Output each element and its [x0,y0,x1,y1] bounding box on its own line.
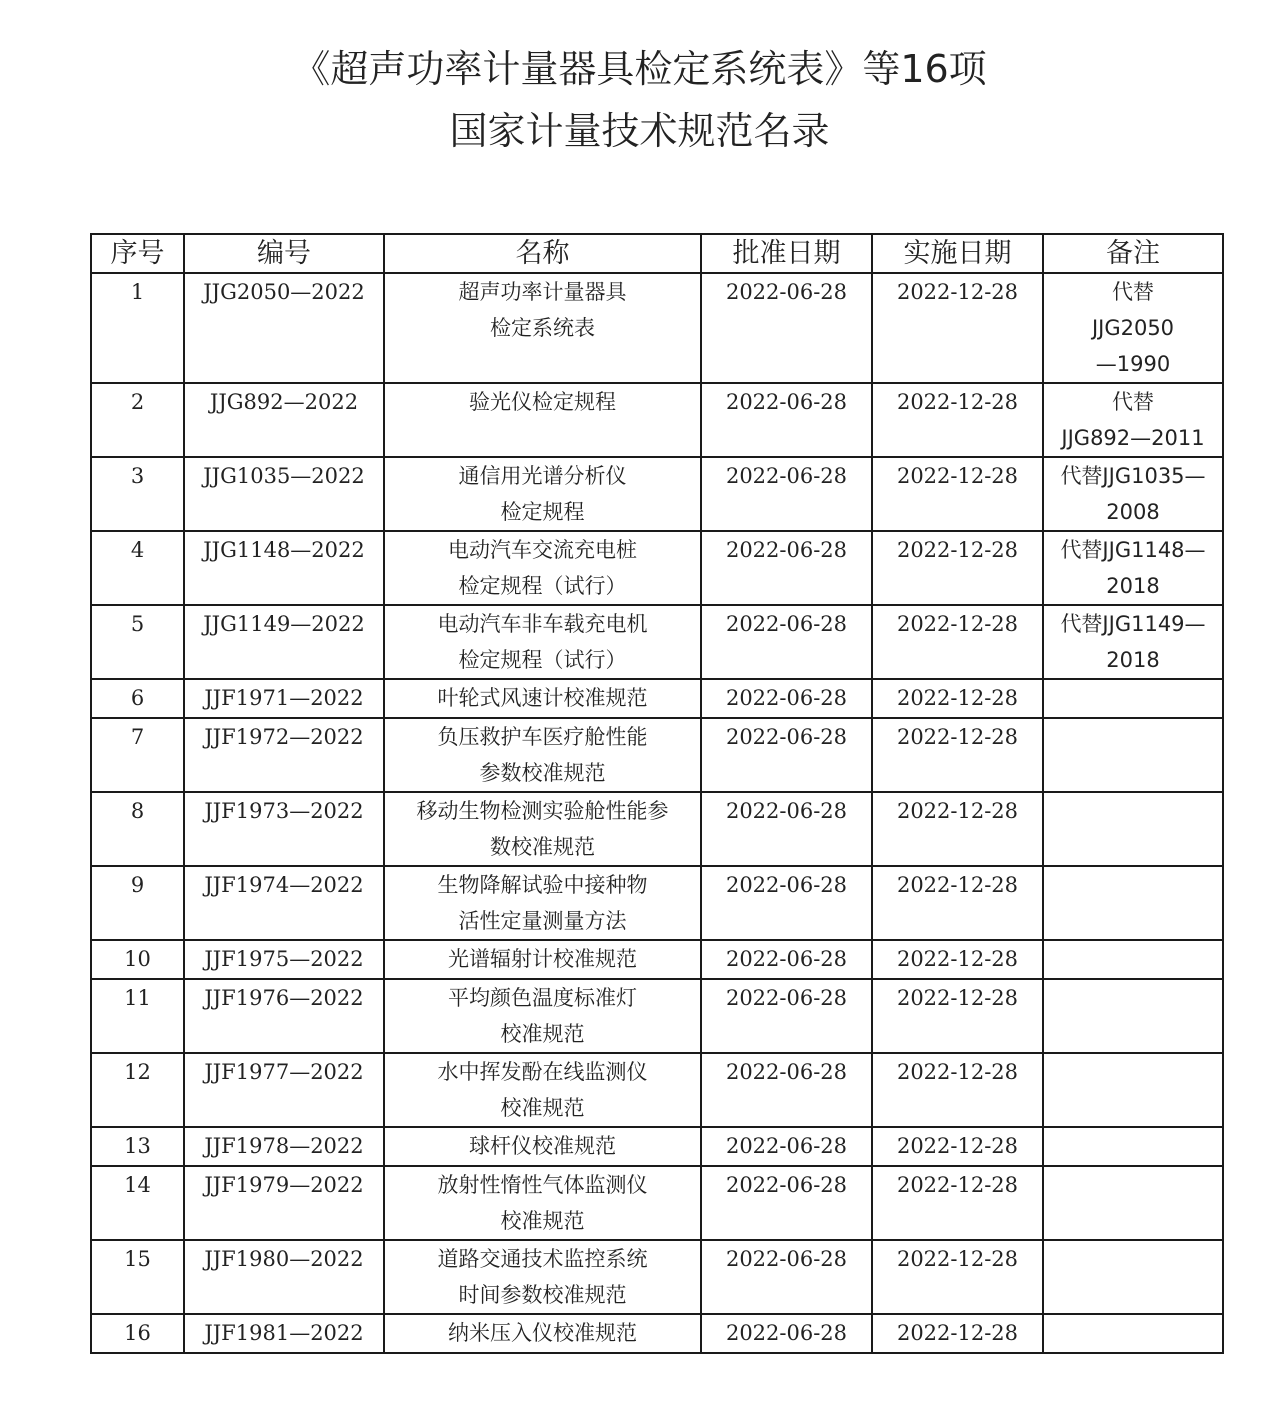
cell-name [384,866,701,940]
cell-code: JJG1149—2022 [184,605,384,679]
table-header-row [91,234,1223,273]
name-line: 超声功率计量器具 [458,280,627,304]
cell-code: JJG1148—2022 [184,531,384,605]
name-line: 平均颜色温度标准灯 [448,986,637,1010]
cell-name [384,1240,701,1314]
name-line: 放射性惰性气体监测仪 [437,1173,648,1197]
cell-remark [1043,1053,1223,1127]
name-line: 参数校准规范 [479,761,606,785]
table-row [91,457,1223,531]
name-line: 检定规程（试行） [458,574,627,598]
cell-remark [1043,979,1223,1053]
table-row [91,1127,1223,1166]
table-row [91,940,1223,979]
cell-serial: 12 [91,1053,184,1127]
table-row [91,866,1223,940]
cell-serial: 11 [91,979,184,1053]
cell-approval-date: 2022-06-28 [701,383,872,457]
cell-remark [1043,866,1223,940]
cell-remark [1043,1240,1223,1314]
cell-approval-date: 2022-06-28 [701,1314,872,1353]
cell-serial: 16 [91,1314,184,1353]
name-line: 校准规范 [500,1022,585,1046]
cell-approval-date: 2022-06-28 [701,679,872,718]
cell-effective-date: 2022-12-28 [872,605,1043,679]
cell-effective-date: 2022-12-28 [872,531,1043,605]
cell-serial: 8 [91,792,184,866]
remark-line: 代替JJG1148— [1060,538,1206,562]
remark-line: 代替JJG1035— [1060,464,1206,488]
name-line: 活性定量测量方法 [458,909,627,933]
table-row [91,792,1223,866]
cell-serial: 13 [91,1127,184,1166]
name-line: 纳米压入仪校准规范 [448,1321,637,1345]
cell-serial: 14 [91,1166,184,1240]
table-row [91,1166,1223,1240]
table-row [91,1314,1223,1353]
name-line: 校准规范 [500,1096,585,1120]
cell-name [384,718,701,792]
cell-remark [1043,457,1223,531]
cell-name [384,1053,701,1127]
remark-line: JJG2050 [1091,316,1175,340]
header-effective-date: 实施日期 [872,234,1043,273]
cell-approval-date: 2022-06-28 [701,457,872,531]
cell-remark [1043,383,1223,457]
cell-code: JJG1035—2022 [184,457,384,531]
name-line: 移动生物检测实验舱性能参 [416,799,669,823]
name-line: 电动汽车非车载充电机 [437,612,648,636]
cell-remark [1043,531,1223,605]
cell-effective-date: 2022-12-28 [872,1053,1043,1127]
name-line: 时间参数校准规范 [458,1283,627,1307]
cell-approval-date: 2022-06-28 [701,940,872,979]
cell-code: JJF1980—2022 [184,1240,384,1314]
cell-code: JJG2050—2022 [184,273,384,383]
cell-approval-date: 2022-06-28 [701,792,872,866]
name-line: 光谱辐射计校准规范 [448,947,637,971]
table-row [91,979,1223,1053]
remark-line: 代替 [1112,280,1154,304]
header-name: 名称 [384,234,701,273]
name-line: 通信用光谱分析仪 [458,464,627,488]
cell-name [384,531,701,605]
table-row [91,1240,1223,1314]
cell-approval-date: 2022-06-28 [701,273,872,383]
name-line: 道路交通技术监控系统 [437,1247,648,1271]
cell-remark [1043,940,1223,979]
cell-serial: 3 [91,457,184,531]
table-row [91,718,1223,792]
table-row [91,273,1223,383]
name-line: 检定规程 [500,500,585,524]
cell-effective-date: 2022-12-28 [872,1166,1043,1240]
remark-line: 2018 [1106,648,1160,672]
cell-name [384,1127,701,1166]
table-row [91,605,1223,679]
name-line: 校准规范 [500,1209,585,1233]
remark-line: 2018 [1106,574,1160,598]
cell-name [384,792,701,866]
cell-effective-date: 2022-12-28 [872,1127,1043,1166]
cell-effective-date: 2022-12-28 [872,457,1043,531]
remark-line: —1990 [1095,352,1171,376]
cell-effective-date: 2022-12-28 [872,979,1043,1053]
cell-serial: 6 [91,679,184,718]
cell-approval-date: 2022-06-28 [701,605,872,679]
remark-line: 2008 [1106,500,1160,524]
cell-code: JJG892—2022 [184,383,384,457]
cell-name [384,1166,701,1240]
cell-code: JJF1971—2022 [184,679,384,718]
cell-remark [1043,718,1223,792]
name-line: 生物降解试验中接种物 [437,873,648,897]
cell-effective-date: 2022-12-28 [872,273,1043,383]
cell-remark [1043,679,1223,718]
cell-approval-date: 2022-06-28 [701,531,872,605]
document-title: 《超声功率计量器具检定系统表》等16项 [292,47,987,91]
cell-effective-date: 2022-12-28 [872,1314,1043,1353]
cell-name [384,605,701,679]
cell-effective-date: 2022-12-28 [872,866,1043,940]
cell-remark [1043,1127,1223,1166]
cell-name [384,940,701,979]
cell-serial: 5 [91,605,184,679]
header-serial: 序号 [91,234,184,273]
cell-approval-date: 2022-06-28 [701,1127,872,1166]
name-line: 球杆仪校准规范 [469,1134,616,1158]
cell-name [384,273,701,383]
header-approval-date: 批准日期 [701,234,872,273]
cell-approval-date: 2022-06-28 [701,1240,872,1314]
cell-serial: 4 [91,531,184,605]
table-row [91,383,1223,457]
name-line: 数校准规范 [490,835,595,859]
name-line: 检定系统表 [490,316,595,340]
name-line: 电动汽车交流充电桩 [448,538,637,562]
header-remark: 备注 [1043,234,1223,273]
cell-effective-date: 2022-12-28 [872,1240,1043,1314]
cell-serial: 1 [91,273,184,383]
cell-approval-date: 2022-06-28 [701,866,872,940]
name-line: 检定规程（试行） [458,648,627,672]
cell-code: JJF1975—2022 [184,940,384,979]
table-row [91,531,1223,605]
cell-remark [1043,1166,1223,1240]
remark-line: JJG892—2011 [1061,426,1205,450]
cell-effective-date: 2022-12-28 [872,718,1043,792]
cell-name [384,383,701,457]
cell-serial: 10 [91,940,184,979]
cell-remark [1043,273,1223,383]
document-subtitle: 国家计量技术规范名录 [449,109,830,153]
table-row [91,679,1223,718]
standards-table [90,233,1224,1354]
cell-effective-date: 2022-12-28 [872,792,1043,866]
cell-approval-date: 2022-06-28 [701,718,872,792]
cell-approval-date: 2022-06-28 [701,1053,872,1127]
cell-code: JJF1976—2022 [184,979,384,1053]
cell-name [384,457,701,531]
cell-code: JJF1974—2022 [184,866,384,940]
cell-effective-date: 2022-12-28 [872,679,1043,718]
cell-serial: 9 [91,866,184,940]
header-code: 编号 [184,234,384,273]
cell-effective-date: 2022-12-28 [872,383,1043,457]
name-line: 水中挥发酚在线监测仪 [437,1060,648,1084]
table-row [91,1053,1223,1127]
cell-code: JJF1978—2022 [184,1127,384,1166]
name-line: 验光仪检定规程 [469,390,616,414]
cell-name [384,679,701,718]
cell-remark [1043,792,1223,866]
remark-line: 代替 [1112,390,1154,414]
remark-line: 代替JJG1149— [1060,612,1206,636]
cell-name [384,1314,701,1353]
cell-serial: 7 [91,718,184,792]
cell-code: JJF1972—2022 [184,718,384,792]
cell-code: JJF1973—2022 [184,792,384,866]
cell-remark [1043,605,1223,679]
cell-approval-date: 2022-06-28 [701,1166,872,1240]
cell-effective-date: 2022-12-28 [872,940,1043,979]
cell-approval-date: 2022-06-28 [701,979,872,1053]
cell-remark [1043,1314,1223,1353]
cell-name [384,979,701,1053]
name-line: 叶轮式风速计校准规范 [437,686,648,710]
cell-serial: 2 [91,383,184,457]
cell-code: JJF1981—2022 [184,1314,384,1353]
name-line: 负压救护车医疗舱性能 [437,725,648,749]
cell-serial: 15 [91,1240,184,1314]
cell-code: JJF1977—2022 [184,1053,384,1127]
cell-code: JJF1979—2022 [184,1166,384,1240]
